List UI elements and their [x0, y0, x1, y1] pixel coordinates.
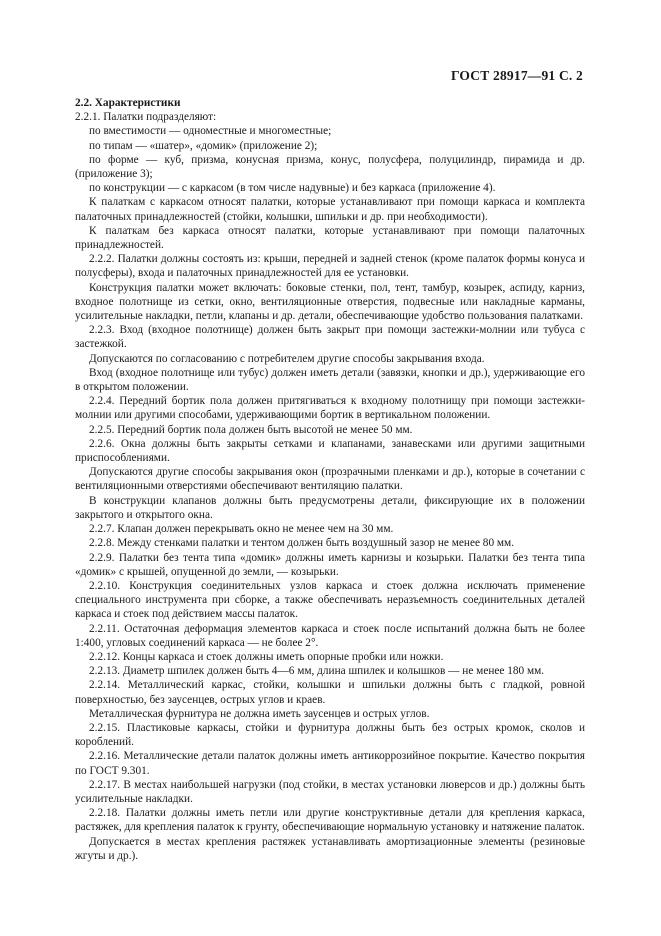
page-header: ГОСТ 28917—91 С. 2	[450, 68, 583, 83]
paragraph: по форме — куб, призма, конусная призма, конус, полусфера, полуцилиндр, пирамида и др. (приложение 3);	[75, 153, 585, 181]
paragraph: 2.2.1. Палатки подразделяют:	[75, 111, 217, 124]
paragraph: Вход (входное полотнище или тубус) должен иметь детали (завязки, кнопки и др.), удерживающие его в открытом положении.	[75, 366, 585, 394]
paragraph: 2.2.13. Диаметр шпилек должен быть 4—6 мм, длина шпилек и колышков — не менее 180 мм.	[89, 665, 545, 678]
paragraph: 2.2.16. Металлические детали палаток должны иметь антикоррозийное покрытие. Качество покрытия по ГОСТ 9.301.	[75, 750, 585, 777]
paragraph: К палаткам с каркасом относят палатки, которые устанавливают при помощи каркаса и комплекта палаточных принадлежностей (стойки, колышки, шпильки и др. при необходимости).	[75, 196, 585, 223]
paragraph: Допускается в местах крепления растяжек устанавливать амортизационные элементы (резиновые жгуты и др.).	[75, 835, 585, 862]
paragraph: 2.2.14. Металлический каркас, стойки, колышки и шпильки должны быть с гладкой, ровной поверхностью, без заусенцев, острых углов и краев.	[75, 679, 585, 706]
paragraph: В конструкции клапанов должны быть предусмотрены детали, фиксирующие их в положении закрытого и открытого окна.	[75, 494, 585, 521]
section-title: 2.2. Характеристики	[75, 97, 181, 109]
paragraph: 2.2.8. Между стенками палатки и тентом должен быть воздушный зазор не менее 80 мм.	[89, 537, 515, 550]
paragraph: по вместимости — одноместные и многоместные;	[89, 125, 332, 138]
paragraph: 2.2.3. Вход (входное полотнище) должен быть закрыт при помощи застежки-молнии или тубуса с застежкой.	[75, 324, 585, 351]
paragraph: Допускаются по согласованию с потребителем другие способы закрывания входа.	[89, 352, 485, 365]
paragraph: по конструкции — с каркасом (в том числе надувные) и без каркаса (приложение 4).	[89, 182, 496, 195]
document-body	[75, 96, 585, 863]
paragraph: 2.2.18. Палатки должны иметь петли или другие конструктивные детали для крепления каркаса, растяжек, для крепления палаток к грунту, обеспечивающие нормальную установку и натяжение палаток.	[75, 807, 585, 834]
paragraph: 2.2.5. Передний бортик пола должен быть высотой не менее 50 мм.	[89, 423, 413, 436]
paragraph: 2.2.6. Окна должны быть закрыты сетками и клапанами, занавесками или другими защитными приспособлениями.	[75, 437, 585, 465]
paragraph: 2.2.7. Клапан должен перекрывать окно не менее чем на 30 мм.	[89, 523, 394, 536]
paragraph: Металлическая фурнитура не должна иметь заусенцев и острых углов.	[89, 707, 430, 720]
paragraph: 2.2.4. Передний бортик пола должен притягиваться к входному полотнищу при помощи застежки-молнии или другими способами, удерживающими бортик в вертикальном положении.	[75, 395, 585, 422]
paragraph: по типам — «шатер», «домик» (приложение 2);	[89, 139, 318, 152]
paragraph: Конструкция палатки может включать: боковые стенки, пол, тент, тамбур, козырек, аспиду, карниз, входное полотнище из сетки, окно, вентиляционные отверстия, подвесные или накладные карманы, усилительные накладки, петли, клапаны и др. детали, обеспечивающие удобство пользования палатками.	[75, 281, 585, 323]
paragraph: 2.2.10. Конструкция соединительных узлов каркаса и стоек должна исключать применение специального инструмента при сборке, а также обеспечивать неразъемность соединительных деталей каркаса и стоек под действием массы палаток.	[75, 579, 585, 621]
paragraph: К палаткам без каркаса относят палатки, которые устанавливают при помощи палаточных принадлежностей.	[75, 224, 585, 252]
paragraph: 2.2.17. В местах наибольшей нагрузки (под стойки, в местах установки люверсов и др.) должны быть усилительные накладки.	[75, 778, 585, 805]
paragraph: 2.2.2. Палатки должны состоять из: крыши, передней и задней стенок (кроме палаток формы конуса и полусферы), входа и палаточных принадлежностей для ее установки.	[75, 253, 585, 280]
paragraph: 2.2.11. Остаточная деформация элементов каркаса и стоек после испытаний должна быть не более 1:400, угловых соединений каркаса — не более 2°.	[75, 622, 585, 649]
paragraph: Допускаются другие способы закрывания окон (прозрачными пленками и др.), которые в сочетании с вентиляционными отверстиями обеспечивают вентиляцию палатки.	[75, 466, 585, 493]
paragraph: 2.2.9. Палатки без тента типа «домик» должны иметь карнизы и козырьки. Палатки без тента типа «домик» с крышей, опущенной до земли, — козырьки.	[75, 551, 585, 578]
paragraph: 2.2.15. Пластиковые каркасы, стойки и фурнитура должны быть без острых кромок, сколов и короблений.	[75, 721, 585, 749]
paragraph: 2.2.12. Концы каркаса и стоек должны иметь опорные пробки или ножки.	[89, 650, 444, 663]
